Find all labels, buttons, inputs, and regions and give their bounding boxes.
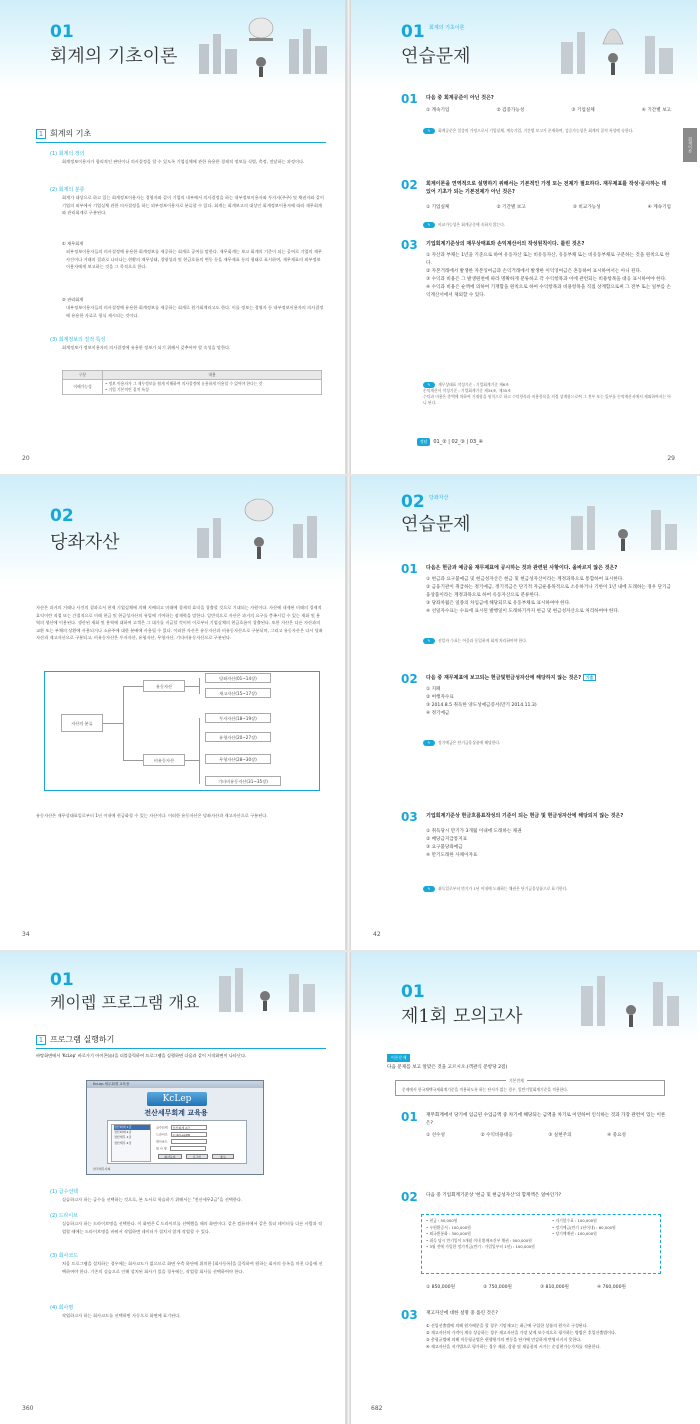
question-options (426, 107, 671, 113)
section-index: 1 (36, 1035, 46, 1045)
side-tab[interactable]: 회계이론 (683, 128, 697, 162)
tree-node: 유동자산 (143, 680, 185, 692)
kclep-start-window (86, 1080, 264, 1175)
option[interactable]: ③ 810,000원 (539, 1285, 569, 1290)
option[interactable]: ② 금융기관이 취급하는 정기예금, 정기적금은 단기적 자금운용목적으로 소유하거나 기한이 1년 내에 도래하는 경우 단기금융상품이라는 계정과목으로 하여 유동자산으로 분류한다. (426, 585, 671, 598)
option[interactable]: ① 선입선출법에 의해 원가배분을 할 경우 기말재고는 최근에 구입한 상품의 원가로 구성된다. (426, 1323, 588, 1328)
city-illustration-icon (189, 488, 339, 568)
chapter-title: 케이렙 프로그램 개요 (50, 993, 200, 1012)
tree-leaf: 재고자산(15~17장) (205, 688, 271, 698)
page-number: 34 (22, 931, 30, 938)
question-options (426, 204, 671, 210)
drive-select[interactable]: C:\KcLepDB (171, 1132, 207, 1137)
option[interactable]: ③ 요구불당좌예금 (426, 845, 463, 850)
page-left (0, 476, 346, 950)
city-illustration-icon (189, 4, 339, 84)
question-number: 02 (401, 1190, 418, 1204)
option[interactable]: ④ 정기예금 (426, 711, 450, 716)
section-title: 프로그램 실행하기 (50, 1035, 115, 1044)
page-number: 29 (667, 455, 675, 462)
question-number: 01 (401, 92, 418, 106)
chapter-number: 02 (401, 492, 425, 512)
tree-connector (103, 723, 123, 724)
list-item[interactable]: 전산세무 1급 (114, 1135, 132, 1140)
question-number: 03 (401, 238, 418, 252)
city-illustration-icon (189, 956, 339, 1016)
question-options (426, 828, 671, 860)
section-heading (36, 1034, 114, 1045)
step-heading: (2) 드라이브 (50, 1213, 79, 1219)
section-intro: 바탕화면에서 'KcLep' 바로가기 아이콘(◎)을 더블클릭하여 프로그램을 실행하면 다음과 같이 시작화면이 나타난다. (36, 1053, 247, 1058)
company-name-field: 회 사 명 (156, 1146, 206, 1151)
tree-connector (123, 686, 143, 687)
option[interactable]: ④ 선일자수표는 수표에 표시된 발행일이 도래하기까지 현금 및 현금성자산으로 처리하여야 한다. (426, 609, 620, 614)
option[interactable]: ② 자본거래에서 발생한 자본잉여금과 손익거래에서 발생한 이익잉여금은 혼동하여 표시하여서는 아니 된다. (426, 269, 642, 274)
exit-button[interactable]: 종료 (212, 1154, 234, 1159)
chapter-title: 회계의 기초이론 (50, 46, 178, 67)
spread-1 (0, 0, 700, 474)
item-text: 내부정보이용자들의 의사결정에 유용한 회계정보를 제공하는 회계로 원가회계라고도 한다. 이를 정보는 경영자 등 내부정보이용자의 의사결정에 유용한 자료로 형식 제시되는 것이다. (66, 305, 324, 318)
section-divider (36, 1048, 326, 1049)
page-number: 360 (22, 1405, 34, 1412)
option[interactable]: ① 지폐 (426, 687, 441, 692)
spread-3 (0, 952, 700, 1424)
company-name-input[interactable] (170, 1146, 206, 1151)
question-text: 회계이론을 연역적으로 설명하기 위해서는 기본적인 가정 또는 전제가 필요하다. 재무제표를 작성·공시하는 데 있어 기초가 되는 기본전제가 아닌 것은? (426, 181, 667, 195)
option[interactable]: ② 검증가능성 (496, 108, 525, 113)
step-heading: (4) 회사명 (50, 1305, 74, 1311)
option[interactable]: ③ 2014.8.5 취득한 양도성예금증서(만기 2014.11.3) (426, 703, 537, 708)
list-item[interactable]: 전산회계 1급 (114, 1125, 150, 1130)
chapter-number: 01 (50, 970, 74, 990)
option[interactable]: ④ 만기도래한 사채이자표 (426, 853, 478, 858)
chapter-number: 02 (50, 506, 74, 526)
tree-connector (123, 686, 124, 760)
table-cell: 이해가능성 (63, 380, 103, 395)
question-number: 02 (401, 178, 418, 192)
company-code-field: 회사코드 (156, 1139, 207, 1144)
kclep-logo: KcLep (147, 1092, 207, 1106)
premise-box (395, 1080, 665, 1096)
question-number: 03 (401, 810, 418, 824)
chapter-title: 연습문제 (401, 514, 471, 535)
option[interactable]: ① 850,000원 (426, 1285, 456, 1290)
chapter-subtitle: 회계의 기초이론 (429, 25, 465, 31)
option[interactable]: ④ 760,000원 (596, 1285, 626, 1290)
section-index: 1 (36, 129, 46, 139)
city-illustration-icon (541, 956, 691, 1036)
spread-2 (0, 476, 700, 950)
question-hint: ✎ 재무상태표 작성기준 : 기업회계기준 제6조 손익계산서 작성기준 : 기업회계기준 제34조, 제35조 수익과 비용은 총액에 의하여 기재함을 원칙으로 하고 수익항목과 비용항목을 직접 상계함으로써 그 전부 또는 일부를 손익계산서에서 제외하여서는 아니 된다. (423, 382, 671, 405)
tree-leaf: 투자자산(18~19장) (205, 713, 271, 723)
subitem-heading: ① 재무회계 (62, 241, 84, 246)
grade-select[interactable]: 전산회계 2급 (171, 1125, 207, 1130)
chapter-number: 01 (401, 22, 425, 42)
exam-tag: 기출 (583, 674, 596, 681)
chapter-intro: 자산은 과거의 거래나 사건의 결과로서 현재 기업실체에 의해 지배되고 미래에 경제적 효익을 창출할 것으로 기대되는 자원이다. 자산에 내재된 미래의 경제적 효익이란 직접 또는 간접적으로 미래 현금 및 현금성자산의 유입에 기여하는 잠재력을 말한다. 일반적으로 자산은 과거의 요구를 충족시킬 수 있는 재화 및 용역의 생산에 이용된다. 생산된 재화 및 용역에 대하여 고객은 그 대가를 지급할 것이며 이로부터 기업실체의 현금흐름이 창출된다. 또한 자산은 다른 자산과의 교환 또는 부채의 상환에 사용되거나 소유주에 대한 분배에 사용될 수 있다. 이러한 자산은 유동자산과 비유동자산으로 구분되며, 그리고 유동자산은 다시 당좌자산과 재고자산으로 구분되고, 비유동자산은 투자자산, 유형자산, 무형자산, 기타비유동자산으로 구분된다. (36, 605, 323, 640)
hint-icon: ✎ (423, 222, 435, 228)
login-panel (107, 1120, 247, 1164)
option[interactable]: ④ 중요성 (607, 1133, 626, 1138)
answer-key: 정답 01_② | 02_③ | 03_④ (417, 438, 483, 446)
chapter-title: 당좌자산 (50, 532, 120, 553)
question-options (426, 252, 671, 300)
step-text: 실습하고자 하는 드라이브명을 선택한다. 이 화면은 C 드라이브를 선택했을 때의 화면이다. 같은 컴퓨터에서 같은 폴더 데이터를 다른 사람과 작업할 때에는 드라이브명을 바꿔서 작업하면 데이터가 겹치지 않게 작업할 수 있다. (62, 1221, 323, 1234)
question-text: 기업회계기준상의 재무상태표와 손익계산서의 작성원칙이다. 틀린 것은? (426, 241, 585, 247)
tree-root: 자산의 분류 (61, 714, 103, 732)
option[interactable]: ④ 수익과 비용은 순액에 의하여 기재함을 원칙으로 하여 수익항목과 비용항목을 직접 상계함으로써 그 전부 또는 일부를 손익계산서에서 제외할 수 있다. (426, 285, 671, 298)
theory-tag: 이론문제 (387, 1054, 410, 1062)
option[interactable]: ④ 재고자산을 저가법으로 평가하는 경우 제품, 상품 및 재공품의 시가는 순실현가능가치를 적용한다. (426, 1344, 601, 1349)
option[interactable]: ③ 비교가능성 (572, 205, 601, 210)
page-right (351, 952, 697, 1424)
hint-icon: ✎ (423, 638, 435, 644)
exam-instruction: 다음 문제를 보고 알맞은 것을 고르시오.(객관식 문항당 2점) (387, 1065, 508, 1070)
question-hint: ✎ 취득일로부터 만기가 1년 이내에 도래하는 채권은 단기금융상품으로 표기한다. (423, 886, 673, 892)
subitem-heading: ② 관리회계 (62, 297, 84, 302)
tree-connector (185, 760, 199, 761)
option[interactable]: ② 수익비용대응 (480, 1133, 513, 1138)
tree-leaf: 기타비유동자산(31~35장) (205, 776, 281, 786)
question-options (426, 686, 671, 718)
table-header: 내용 (103, 371, 322, 380)
step-text: 작업하고자 하는 회사코드를 선택하면 자동으로 화면에 표기된다. (62, 1313, 181, 1318)
option[interactable]: ① 자산과 부채는 1년을 기준으로 하여 유동자산 또는 비유동자산, 유동부채 또는 비유동부채로 구분하는 것을 원칙으로 한다. (426, 253, 670, 266)
step-heading: (3) 회사코드 (50, 1253, 79, 1259)
option[interactable]: ② 기간별 보고 (496, 205, 526, 210)
step-text: 처음 프로그램을 설치하는 경우에는 회사코드가 없으므로 화면 우측 하단에 위치한 [회사등록]을 클릭하여 원하는 회사의 등록을 마친 다음에 선택하여야 한다. 기존의 실습으로 인해 설치된 회사가 있을 경우에는, 작업할 회사를 선택하여야 한다. (62, 1261, 323, 1274)
question-number: 01 (401, 1110, 418, 1124)
question-text: 재고자산에 대한 설명 중 틀린 것은? (426, 1311, 498, 1316)
list-item[interactable]: 전산세무 2급 (114, 1140, 132, 1145)
option[interactable]: ① 계속기업 (426, 108, 450, 113)
item-heading: (3) 회계정보의 질적 특성 (50, 337, 106, 343)
grade-list[interactable] (111, 1124, 151, 1162)
chapter-outro: 유동자산은 재무상태표일로부터 1년 이내에 현금화할 수 있는 자산이다. 이러한 유동자산은 당좌자산과 재고자산으로 구분된다. (36, 813, 268, 818)
hint-icon: ✎ (423, 740, 435, 746)
step-heading: (1) 급수선택 (50, 1189, 79, 1195)
tree-connector (123, 760, 143, 761)
cash-items-left: • 현금 : 50,000원 • 우편환증서 : 100,000원 • 외국환통화 : 300,000원 • 취득 당시 만기일이 3개월 이내 환매조건부 채권 : 500,000원 • 3월 전에 가입한 정기적금(만기 : 가입일부터 1년) : 100,000원 (426, 1218, 535, 1250)
cash-items-box (421, 1214, 661, 1274)
tree-leaf: 당좌자산(01~14장) (205, 673, 271, 683)
question-text: 다음은 현금과 예금을 재무제표에 공시하는 것과 관련된 사항이다. 올바르지 않은 것은? (426, 565, 618, 571)
section-title: 회계의 기초 (50, 129, 92, 138)
question-hint: ✎ 정기예금은 단기금융상품에 해당한다. (423, 740, 673, 746)
question-options (426, 1284, 626, 1290)
item-text: 회계정보이용자가 합리적인 판단이나 의사결정을 할 수 있도록 기업실체에 관한 유용한 경제적 정보를 식별, 측정, 전달하는 과정이다. (62, 159, 305, 164)
tree-connector (185, 686, 199, 687)
question-number: 02 (401, 672, 418, 686)
item-heading: (1) 회계의 정의 (50, 151, 85, 157)
option[interactable]: ② 배당금지급통지표 (426, 837, 468, 842)
question-number: 01 (401, 562, 418, 576)
chapter-subtitle: 당좌자산 (429, 495, 449, 501)
question-number: 03 (401, 1308, 418, 1322)
question-options (426, 1132, 626, 1138)
table-cell: • 정보 이용자가 그 재무정보를 쉽게 이해하여 의사결정에 유용하게 이용할 수 있어야 한다는 것 • 기업 기본적인 질적 특성 (103, 380, 322, 395)
item-heading: (2) 회계의 분류 (50, 187, 85, 193)
city-illustration-icon (541, 4, 691, 84)
list-item[interactable]: 전산회계 2급 (114, 1130, 132, 1135)
chapter-number: 01 (50, 22, 74, 42)
question-text: 기업회계기준상 현금흐름표작성의 기준이 되는 현금 및 현금성자산에 해당되지 않는 것은? (426, 813, 624, 819)
page-left (0, 952, 346, 1424)
option[interactable]: ④ 기간별 보고 (641, 108, 671, 113)
chapter-number: 01 (401, 982, 425, 1002)
option[interactable]: ① 취득당시 만기가 3개월 이내에 도래하는 채권 (426, 829, 522, 834)
page-left (0, 0, 346, 474)
premise-title: 기본전제 (506, 1078, 527, 1084)
company-code-input[interactable] (171, 1139, 207, 1144)
tree-leaf: 무형자산(28~30장) (205, 754, 271, 764)
section-heading (36, 128, 91, 139)
hint-icon: ✎ (423, 886, 435, 892)
window-titlebar: KcLep 세무회계 교육용 (87, 1081, 263, 1088)
quality-table (62, 370, 322, 395)
tree-leaf: 유형자산(20~27장) (205, 732, 271, 742)
page-right (351, 0, 697, 474)
grade-field: 급수선택 전산회계 2급 (156, 1125, 207, 1130)
table-header: 구분 (63, 371, 103, 380)
window-subtitle: 전산세무회계 교육용 (144, 1109, 208, 1117)
tree-connector (199, 678, 200, 694)
option[interactable]: ② 재고자산의 가격이 계속 상승하는 경우 재고자산을 가장 낮게 보수적으로 평가하는 방법은 후입선출법이다. (426, 1330, 617, 1335)
option[interactable]: ③ 수익과 비용은 그 발생원천에 따라 명확하게 분류하고 각 수익항목과 이에 관련되는 비용항목을 대응 표시하여야 한다. (426, 277, 667, 282)
step-text: 실습하고자 하는 급수를 선택하는 것으로, 본 도서로 학습하기 위해서는 "전산세무2급"을 선택한다. (62, 1197, 243, 1202)
page-number: 20 (22, 455, 30, 462)
page-number: 682 (371, 1405, 383, 1412)
option[interactable]: ③ 실현주의 (548, 1133, 572, 1138)
option[interactable]: ① 선수성 (426, 1133, 445, 1138)
window-footer: 한국세무사회 (93, 1167, 111, 1171)
chapter-title: 제1회 모의고사 (401, 1006, 523, 1027)
tree-connector (199, 718, 200, 784)
question-hint: ✎ 비교가능성은 회계공준에 속하지 않는다. (423, 222, 673, 228)
option[interactable]: ② 여행자수표 (426, 695, 454, 700)
item-text: 회계정보가 정보이용자의 의사결정에 유용한 정보가 되기 위해서 갖추어야 할 속성을 말한다. (62, 345, 231, 350)
drive-field: 드라이브 C:\KcLepDB (156, 1132, 207, 1137)
question-text: 다음 중 재무제표에 보고되는 현금및현금성자산에 해당하지 않는 것은? 기출 (426, 674, 671, 682)
hint-icon: ✎ (423, 382, 435, 388)
question-text: 다음 중 회계공준이 아닌 것은? (426, 95, 494, 101)
company-register-button[interactable]: 회사등록 (158, 1154, 182, 1159)
option[interactable]: ② 750,000원 (482, 1285, 512, 1290)
option[interactable]: ① 기업실체 (426, 205, 450, 210)
question-options (426, 1322, 671, 1350)
question-text: 재무회계에서 당기에 임금된 수입금액 중 차기에 해당되는 금액을 차기로 이연하여 인식하는 것과 가장 관련이 있는 이론은? (426, 1113, 666, 1126)
question-hint: ✎ 회계공준은 일종의 가정으로서 기업실체, 계속기업, 기간별 보고가 존재하며, 검증가능성은 회계의 질적 특성에 속한다. (423, 128, 673, 134)
asset-classification-diagram (44, 671, 320, 791)
chapter-title: 연습문제 (401, 46, 471, 67)
option[interactable]: ④ 계속기업 (647, 205, 671, 210)
page-right (351, 476, 697, 950)
premise-text: 문제에서 한국채택국제회계기준을 적용하도록 하는 단서가 없는 경우, 일반기업회계기준을 적용한다. (402, 1087, 569, 1092)
option[interactable]: ③ 기업실체 (571, 108, 595, 113)
option[interactable]: ① 현금과 요구불예금 및 현금성자산은 현금 및 현금성자산이라는 계정과목으로 통합하여 표시한다. (426, 577, 624, 582)
question-hint: ✎ 선일자 수표는 어음과 동일하게 회계 처리하여야 한다. (423, 638, 673, 644)
item-text: 회계가 대상으로 하고 있는 회계정보이용자는 경영자와 같이 기업의 내부에서 의사결정을 하는 내부정보이용자와 투자자(주주) 및 채권자와 같이 기업의 외부에서 기업실체 관한 의사결정을 하는 외부정보이용자로 분류할 수 있다. 회계는 회계보고의 대상인 회계정보이용자에 따라 재무회계와 관리회계로 구분된다. (62, 195, 324, 215)
city-illustration-icon (541, 480, 691, 560)
question-text: 다음 중 기업회계기준상 '현금 및 현금성자산'의 합계액은 얼마인가? (426, 1193, 562, 1198)
cash-items-right: • 자기앞수표 : 100,000원 • 정기예금(만기 1년이내) : 60,000원 • 당기예매권 : 100,000원 (552, 1218, 616, 1237)
item-text: 외부정보이용자들의 의사결정에 유용한 회계정보를 제공하는 회계로 공여를 말한다. 재무회계는 보고 회계의 기준이 되는 공여로 기업의 재무 사건이나 거래의 결과로 나타나는 현황의 재무상태, 경영성과 및 현금흐름의 변동 등을 재무제표 등의 형태로 표시하여, 재무제표의 외부정보이용자에게 보고하는 것을 그 목적으로 한다. (66, 249, 322, 269)
page-number: 42 (373, 931, 381, 938)
option[interactable]: ③ 총평균법에 의해 이동평균법은 현행원가의 변동을 단가에 민감하게 반영시키지 못한다. (426, 1337, 582, 1342)
login-button[interactable]: 로그인 (186, 1154, 208, 1159)
question-options (426, 576, 671, 616)
answer-badge: 정답 (417, 438, 430, 446)
hint-icon: ✎ (423, 128, 435, 134)
option[interactable]: ③ 당좌차월은 일종의 차입금에 해당되므로 유동부채로 표시하여야 한다. (426, 601, 571, 606)
section-divider (36, 142, 326, 143)
tree-node: 비유동자산 (143, 754, 185, 766)
